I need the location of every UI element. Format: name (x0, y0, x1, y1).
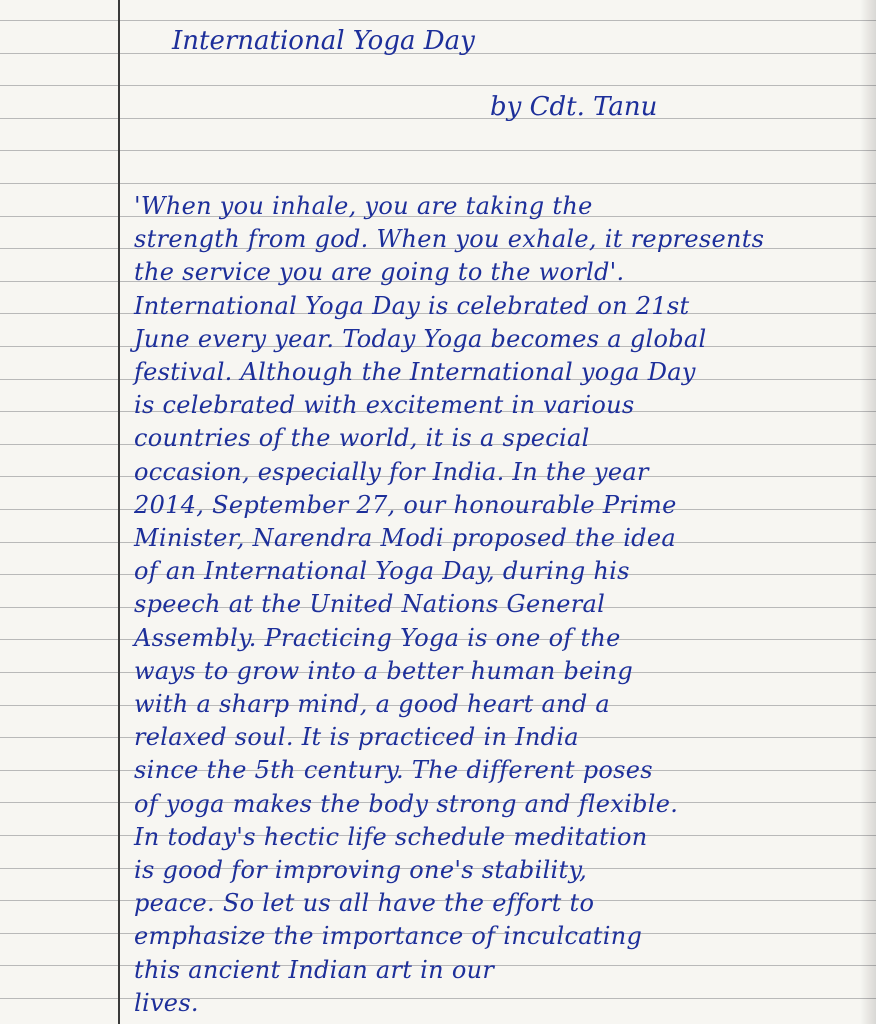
essay-title: International Yoga Day (172, 26, 475, 56)
page-edge-shadow (860, 0, 876, 1024)
essay-line: of yoga makes the body strong and flexible. (134, 790, 679, 818)
essay-line: 2014, September 27, our honourable Prime (134, 491, 677, 519)
essay-line: ways to grow into a better human being (134, 657, 634, 685)
ruled-line (0, 998, 876, 999)
essay-line: June every year. Today Yoga becomes a global (134, 325, 707, 353)
essay-line: speech at the United Nations General (134, 590, 606, 618)
essay-line: this ancient Indian art in our (134, 956, 495, 984)
margin-line (118, 0, 120, 1024)
essay-line: 'When you inhale, you are taking the (134, 192, 593, 220)
essay-line: since the 5th century. The different poses (134, 756, 653, 784)
essay-line: strength from god. When you exhale, it represents (134, 225, 765, 253)
essay-line: International Yoga Day is celebrated on 21st (134, 292, 690, 320)
essay-line: In today's hectic life schedule meditation (134, 823, 648, 851)
ruled-line (0, 118, 876, 119)
essay-line: of an International Yoga Day, during his (134, 557, 630, 585)
essay-line: is good for improving one's stability, (134, 856, 588, 884)
ruled-line (0, 150, 876, 151)
essay-line: Minister, Narendra Modi proposed the idea (134, 524, 676, 552)
essay-line: peace. So let us all have the effort to (134, 889, 595, 917)
ruled-line (0, 183, 876, 184)
ruled-line (0, 85, 876, 86)
essay-line: relaxed soul. It is practiced in India (134, 723, 579, 751)
ruled-line (0, 20, 876, 21)
essay-line: lives. (134, 989, 199, 1017)
essay-author: by Cdt. Tanu (490, 92, 658, 122)
essay-line: Assembly. Practicing Yoga is one of the (134, 624, 621, 652)
essay-line: occasion, especially for India. In the year (134, 458, 649, 486)
essay-line: emphasize the importance of inculcating (134, 922, 643, 950)
essay-line: is celebrated with excitement in various (134, 391, 635, 419)
essay-line: festival. Although the International yoga Day (134, 358, 696, 386)
essay-line: with a sharp mind, a good heart and a (134, 690, 611, 718)
essay-line: the service you are going to the world'. (134, 258, 625, 286)
essay-line: countries of the world, it is a special (134, 424, 590, 452)
